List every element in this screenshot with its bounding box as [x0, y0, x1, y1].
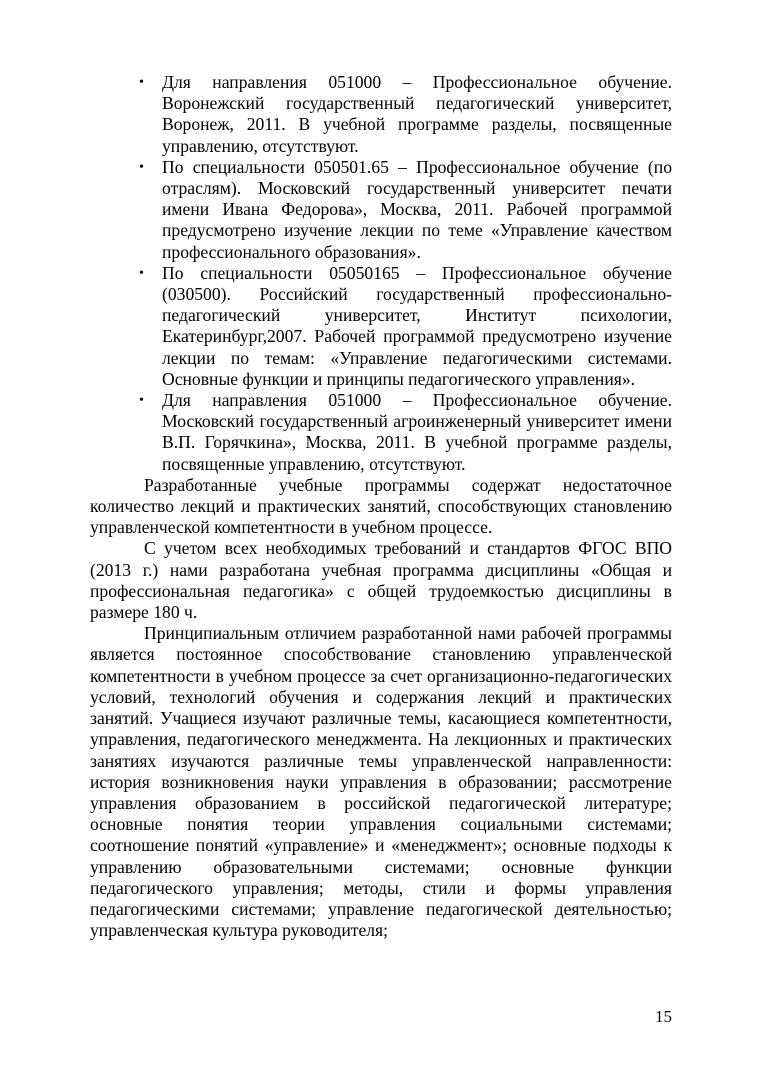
list-item [90, 390, 672, 475]
body-paragraph: С учетом всех необходимых требований и стандартов ФГОС ВПО (2013 г.) нами разработана учебная программа дисциплины «Общая и профессиональная педагогика» с общей трудоемкостью дисциплины в размере 180 ч. [90, 538, 672, 623]
list-item-text: Для направления 051000 – Профессиональное обучение. Московский государственный агроинженерный университет имени В.П. Горячкина», Москва, 2011. В учебной программе разделы, посвященные управлению, отсутствуют. [162, 390, 672, 474]
list-item [90, 263, 672, 390]
list-item [90, 157, 672, 263]
page-body [90, 72, 672, 941]
bullet-icon: • [139, 393, 144, 409]
program-list [90, 72, 672, 475]
bullet-icon: • [139, 75, 144, 90]
bullet-icon: • [139, 265, 144, 281]
list-item-text: По специальности 05050165 – Профессиональное обучение (030500). Российский государственный профессионально-педагогический университет, Институт психологии, Екатеринбург,2007. Рабочей программой предусмотрено изучение лекции по темам: «Управление педагогическими системами. Основные функции и принципы педагогического управления». [162, 262, 672, 389]
body-paragraph: Принципиальным отличием разработанной нами рабочей программы является постоянное способствование становлению управленческой компетентности в учебном процессе за счет организационно-педагогических условий, технологий обучения и содержания лекций и практических занятий. Учащиеся изучают различные темы, касающиеся компетентности, управления, педагогического менеджмента. На лекционных и практических занятиях изучаются различные темы управленческой направленности: история возникновения науки управления в образовании; рассмотрение управления образованием в российской педагогической литературе; основные понятия теории управления социальными системами; соотношение понятий «управление» и «менеджмент»; основные подходы к управлению образовательными системами; основные функции педагогического управления; методы, стили и формы управления педагогическими системами; управление педагогической деятельностью; управленческая культура руководителя; [90, 623, 672, 941]
bullet-icon: • [139, 159, 144, 175]
page-number: 15 [655, 1007, 672, 1026]
list-item-text: Для направления 051000 – Профессиональное обучение. Воронежский государственный педагогический университет, Воронеж, 2011. В учебной программе разделы, посвященные управлению, отсутствуют. [162, 72, 672, 156]
list-item-text: По специальности 050501.65 – Профессиональное обучение (по отраслям). Московский государственный университет печати имени Ивана Федорова», Москва, 2011. Рабочей программой предусмотрено изучение лекции по теме «Управление качеством профессионального образования». [162, 156, 672, 262]
body-paragraph: Разработанные учебные программы содержат недостаточное количество лекций и практических занятий, способствующих становлению управленческой компетентности в учебном процессе. [90, 474, 672, 538]
list-item [90, 72, 672, 157]
